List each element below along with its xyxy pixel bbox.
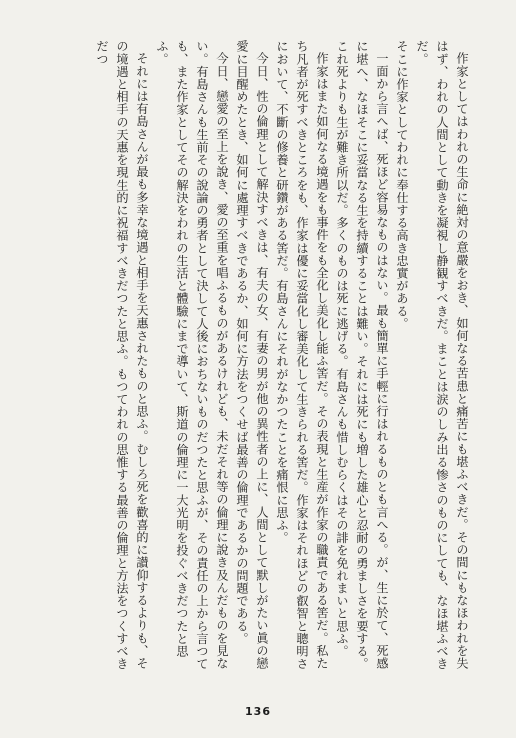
paragraph: 作家としてはわれの生命に絶対の意嚴をおき、如何なる苦患と痛苦にも堪ふべきだ。その間にもなほわれを失はず、われの人間として動きを凝視し静観すべきだ。まことは涙のしみ出る惨さのものにしても、なほ堪ふべきだ。 <box>415 40 469 670</box>
paragraph: 一面から言へば、死ほど容易なものはない。最も簡單に手輕に行はれるものとも言へる。が、生に於て、死感に堪へ、なほそこに妥當なる生を持續することは難い。それには死にも増した雄心と忍耐の勇ましさを要する。これ死よりも生が難き所以だ。多くのものは死に逃げる。有島さんも惜しむらくはその誹を免れまいと思ふ。 <box>335 40 389 670</box>
body-text <box>22 40 472 680</box>
paragraph: それには有島さんが最も多幸な境遇と相手を天惠されたものと思ふ。むしろ死を歡喜的に讃仰するよりも、その境遇と相手の天惠を現生的に祝福すべきだつたと思ふ。もつてわれの思惟する最善の倫理と方法をつくすべきだつ <box>95 40 149 670</box>
paragraph: 今日、性の倫理として解決すべきは、有夫の女、有妻の男が他の異性者の上に、人間として默しがたい眞の戀愛に目醒めたとき、如何に處理すべきであるか、如何に方法をつくせば最善の倫理であるかの問題である。 <box>235 40 269 670</box>
page-number: 136 <box>245 705 271 718</box>
paragraph: 今日、戀愛の至上を說き、愛の至重を唱ふるものがあるけれども、未だそれ等の倫理に說き及んだものを見ない。有島さんも生前その說論の勇者として決して人後におちないものだつたと思ふが、その責任の上から言つても、また作家としてその解決をわれの生活と體驗にまで導いて、斯道の倫理に一大光明を投ぐべきだつたと思ふ。 <box>155 40 229 670</box>
paragraph: 作家はまた如何なる境遇をも事件をも全化し美化し能ふ筈だ。その表現と生産が作家の職責である筈だ。私たち凡者が死すべきところをも、作家は優に妥當化し審美化して生きられる筈だ。作家はそれほどの叡智と聰明さにおいて、不斷の修養と研鑽がある筈だ。有島さんにそれがなかつたことを痛恨に思ふ。 <box>275 40 329 670</box>
paragraph: そこに作家としてわれに奉仕する高き忠實がある。 <box>395 40 409 330</box>
